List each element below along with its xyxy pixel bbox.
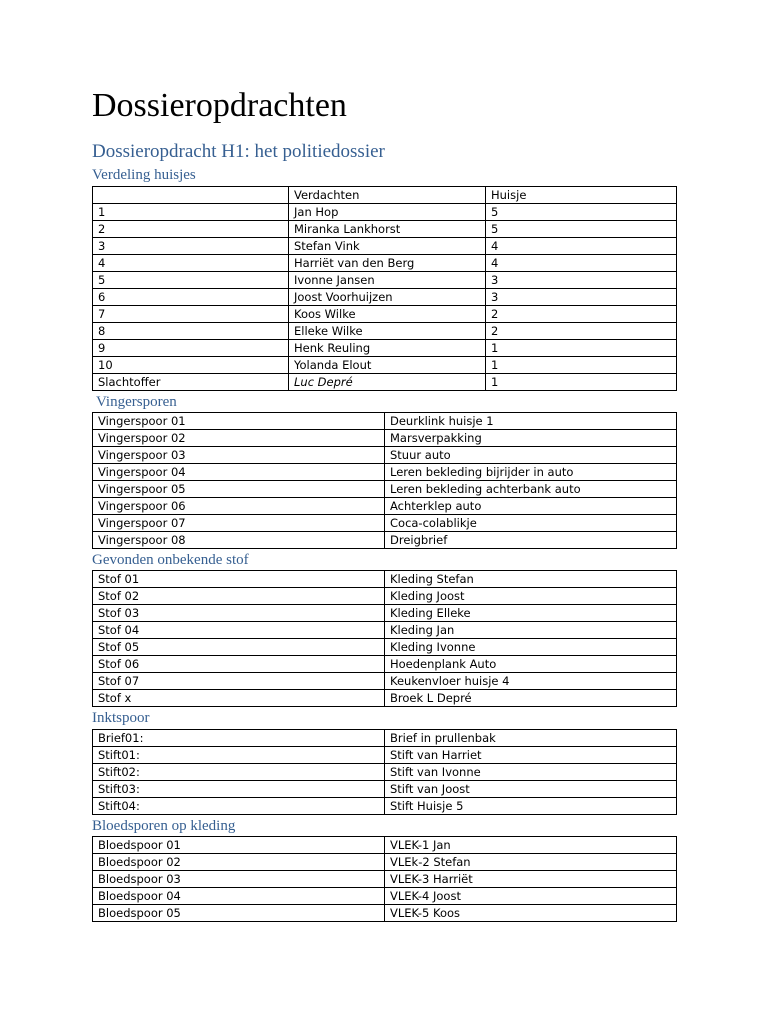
- table-cell: 4: [486, 255, 677, 272]
- fingerprints-table: [92, 412, 677, 549]
- table-cell: Kleding Joost: [385, 588, 677, 605]
- substances-table: [92, 570, 677, 707]
- table-cell: 5: [486, 204, 677, 221]
- table-cell: Bloedspoor 04: [93, 888, 385, 905]
- table-cell: 8: [93, 323, 289, 340]
- table-cell: Stof x: [93, 690, 385, 707]
- table-cell: Koos Wilke: [289, 306, 486, 323]
- table-cell: Stof 06: [93, 656, 385, 673]
- table-cell: Vingerspoor 01: [93, 413, 385, 430]
- table-cell: 9: [93, 340, 289, 357]
- table-header-row: [93, 187, 677, 204]
- table-cell: VLEk-2 Stefan: [385, 854, 677, 871]
- table-cell: Broek L Depré: [385, 690, 677, 707]
- table-cell: Deurklink huisje 1: [385, 413, 677, 430]
- table-row: [93, 204, 677, 221]
- table-cell: Stift van Ivonne: [385, 764, 677, 781]
- table-cell: Joost Voorhuijzen: [289, 289, 486, 306]
- table-row: [93, 571, 677, 588]
- table-cell: VLEK-3 Harriët: [385, 871, 677, 888]
- table-cell: Kleding Stefan: [385, 571, 677, 588]
- table-row: [93, 413, 677, 430]
- table-row: [93, 656, 677, 673]
- table-cell: 2: [486, 323, 677, 340]
- table-cell: Stift01:: [93, 747, 385, 764]
- table-cell: Dreigbrief: [385, 532, 677, 549]
- table-cell: Stefan Vink: [289, 238, 486, 255]
- blood-heading: Bloedsporen op kleding: [92, 818, 236, 834]
- table-row: [93, 289, 677, 306]
- table-header-cell: Huisje: [486, 187, 677, 204]
- table-cell: Stift van Joost: [385, 781, 677, 798]
- table-cell: Marsverpakking: [385, 430, 677, 447]
- table-cell: Harriët van den Berg: [289, 255, 486, 272]
- table-cell: VLEK-4 Joost: [385, 888, 677, 905]
- table-row: [93, 306, 677, 323]
- table-row: [93, 747, 677, 764]
- table-cell: 3: [486, 289, 677, 306]
- table-cell: Keukenvloer huisje 4: [385, 673, 677, 690]
- table-row: [93, 639, 677, 656]
- table-cell: Ivonne Jansen: [289, 272, 486, 289]
- table-cell: 4: [486, 238, 677, 255]
- table-cell: 4: [93, 255, 289, 272]
- table-cell: Vingerspoor 06: [93, 498, 385, 515]
- table-cell: Henk Reuling: [289, 340, 486, 357]
- table-row: [93, 374, 677, 391]
- table-cell: Brief01:: [93, 730, 385, 747]
- table-cell: Jan Hop: [289, 204, 486, 221]
- table-cell: Stof 02: [93, 588, 385, 605]
- table-cell: Stift van Harriet: [385, 747, 677, 764]
- table-row: [93, 323, 677, 340]
- table-cell: VLEK-1 Jan: [385, 837, 677, 854]
- table-header-cell: Verdachten: [289, 187, 486, 204]
- table-cell: Stuur auto: [385, 447, 677, 464]
- table-cell: Vingerspoor 07: [93, 515, 385, 532]
- table-cell: Hoedenplank Auto: [385, 656, 677, 673]
- table-cell: Stof 04: [93, 622, 385, 639]
- table-cell: Stift03:: [93, 781, 385, 798]
- table-cell: Bloedspoor 03: [93, 871, 385, 888]
- table-cell: Slachtoffer: [93, 374, 289, 391]
- table-cell: Luc Depré: [289, 374, 486, 391]
- table-cell: 5: [486, 221, 677, 238]
- table-row: [93, 340, 677, 357]
- table-row: [93, 888, 677, 905]
- table-cell: 3: [486, 272, 677, 289]
- table-row: [93, 255, 677, 272]
- table-cell: Elleke Wilke: [289, 323, 486, 340]
- table-cell: 5: [93, 272, 289, 289]
- substances-heading: Gevonden onbekende stof: [92, 552, 249, 568]
- table-row: [93, 764, 677, 781]
- table-cell: Coca-colablikje: [385, 515, 677, 532]
- houses-table: [92, 186, 677, 391]
- table-row: [93, 357, 677, 374]
- table-row: [93, 221, 677, 238]
- table-cell: Vingerspoor 08: [93, 532, 385, 549]
- table-cell: 6: [93, 289, 289, 306]
- table-cell: Kleding Jan: [385, 622, 677, 639]
- table-cell: Stift04:: [93, 798, 385, 815]
- section-title: Dossieropdracht H1: het politiedossier: [92, 141, 385, 162]
- table-cell: Stift02:: [93, 764, 385, 781]
- table-cell: Bloedspoor 01: [93, 837, 385, 854]
- table-row: [93, 464, 677, 481]
- table-cell: 1: [486, 340, 677, 357]
- table-cell: 2: [486, 306, 677, 323]
- table-row: [93, 498, 677, 515]
- table-cell: Leren bekleding bijrijder in auto: [385, 464, 677, 481]
- table-cell: 10: [93, 357, 289, 374]
- table-cell: Bloedspoor 05: [93, 905, 385, 922]
- table-cell: Kleding Elleke: [385, 605, 677, 622]
- table-row: [93, 871, 677, 888]
- table-row: [93, 588, 677, 605]
- table-cell: 7: [93, 306, 289, 323]
- table-cell: Vingerspoor 05: [93, 481, 385, 498]
- fingerprints-heading: Vingersporen: [96, 394, 177, 410]
- table-row: [93, 673, 677, 690]
- table-cell: Stof 05: [93, 639, 385, 656]
- table-row: [93, 515, 677, 532]
- page-title: Dossieropdrachten: [92, 87, 347, 124]
- table-cell: Leren bekleding achterbank auto: [385, 481, 677, 498]
- table-row: [93, 238, 677, 255]
- table-cell: Stof 03: [93, 605, 385, 622]
- table-cell: 2: [93, 221, 289, 238]
- table-row: [93, 272, 677, 289]
- table-row: [93, 781, 677, 798]
- table-row: [93, 730, 677, 747]
- table-cell: Vingerspoor 04: [93, 464, 385, 481]
- table-row: [93, 622, 677, 639]
- table-cell: Stof 01: [93, 571, 385, 588]
- table-row: [93, 798, 677, 815]
- ink-table: [92, 729, 677, 815]
- table-row: [93, 854, 677, 871]
- table-row: [93, 447, 677, 464]
- table-cell: Bloedspoor 02: [93, 854, 385, 871]
- table-cell: 1: [486, 374, 677, 391]
- table-cell: VLEK-5 Koos: [385, 905, 677, 922]
- houses-heading: Verdeling huisjes: [92, 167, 196, 183]
- blood-table: [92, 836, 677, 922]
- table-cell: Kleding Ivonne: [385, 639, 677, 656]
- table-cell: Yolanda Elout: [289, 357, 486, 374]
- table-cell: Miranka Lankhorst: [289, 221, 486, 238]
- table-row: [93, 430, 677, 447]
- table-row: [93, 532, 677, 549]
- table-cell: 1: [486, 357, 677, 374]
- table-row: [93, 905, 677, 922]
- table-cell: Brief in prullenbak: [385, 730, 677, 747]
- table-cell: Vingerspoor 03: [93, 447, 385, 464]
- table-row: [93, 481, 677, 498]
- table-cell: 3: [93, 238, 289, 255]
- table-cell: Achterklep auto: [385, 498, 677, 515]
- ink-heading: Inktspoor: [92, 710, 150, 726]
- table-row: [93, 690, 677, 707]
- table-cell: Vingerspoor 02: [93, 430, 385, 447]
- table-cell: Stof 07: [93, 673, 385, 690]
- table-header-cell: [93, 187, 289, 204]
- table-row: [93, 837, 677, 854]
- table-cell: 1: [93, 204, 289, 221]
- table-cell: Stift Huisje 5: [385, 798, 677, 815]
- table-row: [93, 605, 677, 622]
